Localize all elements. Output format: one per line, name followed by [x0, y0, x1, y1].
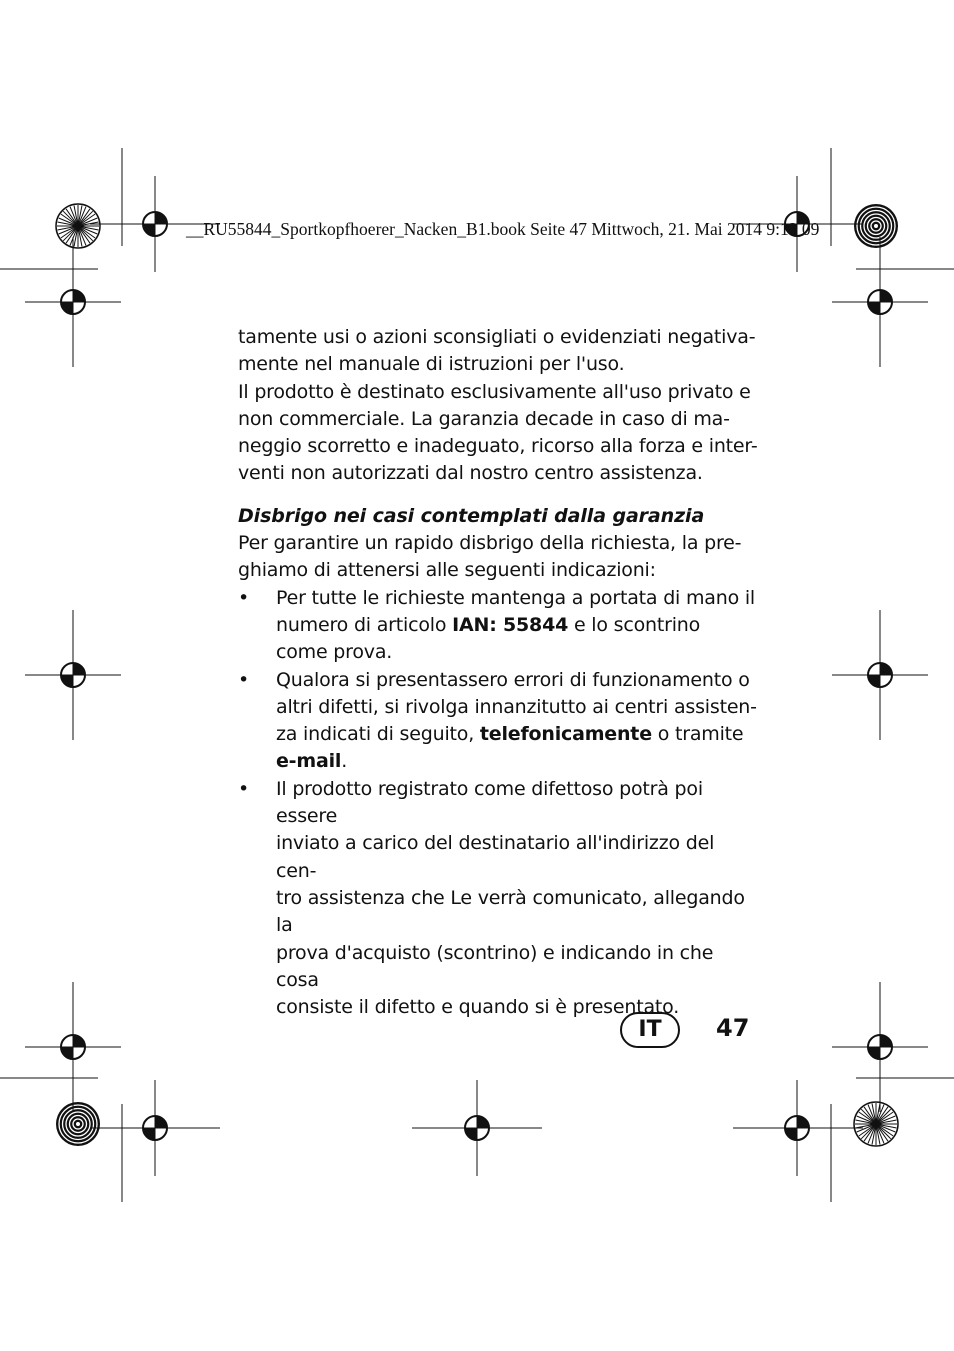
text-line: numero di articolo — [276, 613, 453, 636]
text-line: Qualora si presentassero errori di funzionamento o — [276, 668, 750, 691]
text-line: Per garantire un rapido disbrigo della richiesta, la pre- — [238, 532, 742, 555]
text-line: altri difetti, si rivolga innanzitutto ai centri assisten- — [276, 695, 757, 718]
text-line: come prova. — [276, 641, 393, 664]
emphasis-phone: telefonicamente — [479, 723, 652, 746]
text-line: . — [341, 750, 348, 773]
text-line: venti non autorizzati dal nostro centro assistenza. — [238, 462, 703, 485]
paragraph-continuation — [238, 324, 758, 379]
paragraph-intended-use — [238, 379, 758, 488]
print-file-header: __RU55844_Sportkopfhoerer_Nacken_B1.book Seite 47 Mittwoch, 21. Mai 2014 9:13 09 — [186, 219, 820, 239]
page-content — [238, 324, 758, 1021]
text-line: non commerciale. La garanzia decade in caso di ma- — [238, 407, 730, 430]
instructions-list — [238, 585, 758, 1022]
text-line: Il prodotto registrato come difettoso potrà poi essere — [276, 777, 703, 828]
text-line: neggio scorretto e inadeguato, ricorso alla forza e inter- — [238, 435, 758, 458]
list-item — [238, 667, 758, 776]
text-line: consiste il difetto e quando si è presentato. — [276, 996, 680, 1019]
bullet-icon: • — [238, 668, 250, 691]
text-line: tro assistenza che Le verrà comunicato, allegando la — [276, 886, 745, 937]
bullet-icon: • — [238, 586, 250, 609]
emphasis-email: e-mail — [276, 750, 342, 773]
text-line: za indicati di seguito, — [276, 723, 480, 746]
text-line: tamente usi o azioni sconsigliati o evidenziati negativa- — [238, 326, 756, 348]
text-line: o tramite — [651, 723, 744, 746]
text-line: Il prodotto è destinato esclusivamente all'uso privato e — [238, 380, 751, 403]
page-number: 47 — [716, 1014, 750, 1042]
ring-mark-icon — [56, 1102, 100, 1146]
sunburst-mark-icon — [854, 1102, 898, 1146]
paragraph-intro — [238, 530, 758, 585]
list-item — [238, 776, 758, 1022]
text-line: ghiamo di attenersi alle seguenti indicazioni: — [238, 559, 656, 582]
text-line: inviato a carico del destinatario all'indirizzo del cen- — [276, 832, 715, 882]
section-heading: Disbrigo nei casi contemplati dalla garanzia — [238, 504, 705, 527]
text-line: e lo scontrino — [568, 613, 701, 636]
language-badge: IT — [620, 1012, 680, 1048]
text-line: prova d'acquisto (scontrino) e indicando in che cosa — [276, 941, 714, 991]
article-number: IAN: 55844 — [452, 613, 569, 636]
text-line: mente nel manuale di istruzioni per l'uso. — [238, 353, 625, 376]
list-item — [238, 585, 758, 667]
bullet-icon: • — [238, 777, 250, 800]
text-line: Per tutte le richieste mantenga a portata di mano il — [276, 586, 755, 609]
sunburst-mark-icon — [56, 204, 100, 248]
